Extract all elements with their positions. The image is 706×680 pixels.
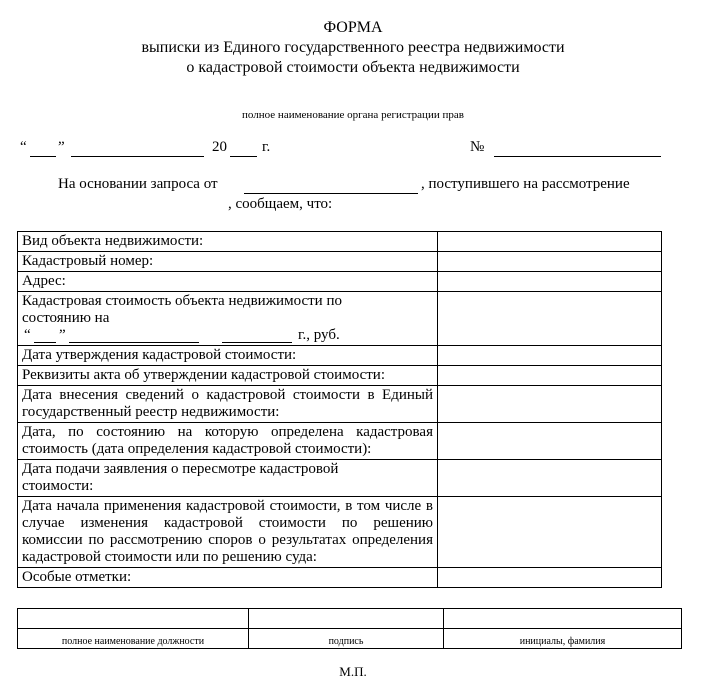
- table-row: [18, 366, 662, 386]
- position-caption: полное наименование должности: [18, 629, 249, 649]
- table-row: [18, 460, 662, 497]
- signature-table: [17, 608, 682, 649]
- row-label: Вид объекта недвижимости:: [18, 232, 438, 252]
- row-label: Особые отметки:: [18, 568, 438, 588]
- cost-day-field[interactable]: [34, 342, 56, 343]
- position-field[interactable]: [18, 609, 249, 629]
- number-sign: №: [470, 139, 485, 155]
- row-value[interactable]: [438, 292, 662, 346]
- request-date-field[interactable]: [244, 193, 418, 194]
- document-number-field[interactable]: [494, 156, 661, 157]
- cost-label: Кадастровая стоимость объекта недвижимости по состоянию на: [22, 293, 342, 326]
- authority-caption: полное наименование органа регистрации прав: [242, 109, 464, 121]
- date-open-quote: “: [20, 139, 27, 155]
- row-label: Адрес:: [18, 272, 438, 292]
- row-label: Дата начала применения кадастровой стоимости, в том числе в случае изменения кадастровой стоимости по решению комиссии по рассмотрению споров о результатах определения кадастровой стоимости или по решению суда:: [18, 497, 438, 568]
- row-value[interactable]: [438, 386, 662, 423]
- cost-date-line: [22, 327, 433, 344]
- cost-unit: г., руб.: [298, 327, 340, 343]
- table-row: [18, 232, 662, 252]
- row-value[interactable]: [438, 497, 662, 568]
- form-subtitle-line2: о кадастровой стоимости объекта недвижимости: [186, 59, 520, 76]
- year-prefix: 20: [212, 139, 227, 155]
- signature-caption-row: [18, 629, 682, 649]
- cost-close-quote: ”: [59, 327, 66, 343]
- row-label: Реквизиты акта об утверждении кадастровой стоимости:: [18, 366, 438, 386]
- day-field[interactable]: [30, 156, 56, 157]
- row-label: Кадастровый номер:: [18, 252, 438, 272]
- row-value[interactable]: [438, 366, 662, 386]
- cost-year-field[interactable]: [222, 342, 292, 343]
- cost-open-quote: “: [24, 327, 31, 343]
- row-label: Дата, по состоянию на которую определена кадастровая стоимость (дата определения кадастровой стоимости):: [18, 423, 438, 460]
- signature-caption: подпись: [249, 629, 444, 649]
- signature-input-row: [18, 609, 682, 629]
- table-row: [18, 292, 662, 346]
- table-row: [18, 386, 662, 423]
- table-row: [18, 423, 662, 460]
- date-close-quote: ”: [58, 139, 65, 155]
- year-suffix: г.: [262, 139, 271, 155]
- row-value[interactable]: [438, 272, 662, 292]
- stamp-place: М.П.: [339, 664, 367, 679]
- year-field[interactable]: [230, 156, 257, 157]
- table-row: [18, 252, 662, 272]
- request-text-before: На основании запроса от: [58, 176, 218, 192]
- row-value[interactable]: [438, 232, 662, 252]
- row-label: Дата внесения сведений о кадастровой стоимости в Единый государственный реестр недвижимости:: [18, 386, 438, 423]
- name-caption: инициалы, фамилия: [444, 629, 682, 649]
- name-field[interactable]: [444, 609, 682, 629]
- cost-month-field[interactable]: [69, 342, 199, 343]
- cadastral-info-table: [17, 231, 662, 588]
- row-label: Дата подачи заявления о пересмотре кадастровой стоимости:: [18, 460, 438, 497]
- row-value[interactable]: [438, 346, 662, 366]
- row-label: Дата утверждения кадастровой стоимости:: [18, 346, 438, 366]
- table-row: [18, 272, 662, 292]
- row-label-cost: [18, 292, 438, 346]
- row-value[interactable]: [438, 460, 662, 497]
- row-value[interactable]: [438, 568, 662, 588]
- table-row: [18, 497, 662, 568]
- request-text-line2: , сообщаем, что:: [228, 196, 333, 212]
- table-row: [18, 568, 662, 588]
- request-text-after: , поступившего на рассмотрение: [421, 176, 630, 192]
- form-title: ФОРМА: [323, 19, 383, 36]
- table-row: [18, 346, 662, 366]
- form-subtitle-line1: выписки из Единого государственного реестра недвижимости: [141, 39, 565, 56]
- row-value[interactable]: [438, 423, 662, 460]
- month-field[interactable]: [71, 156, 204, 157]
- signature-field[interactable]: [249, 609, 444, 629]
- row-value[interactable]: [438, 252, 662, 272]
